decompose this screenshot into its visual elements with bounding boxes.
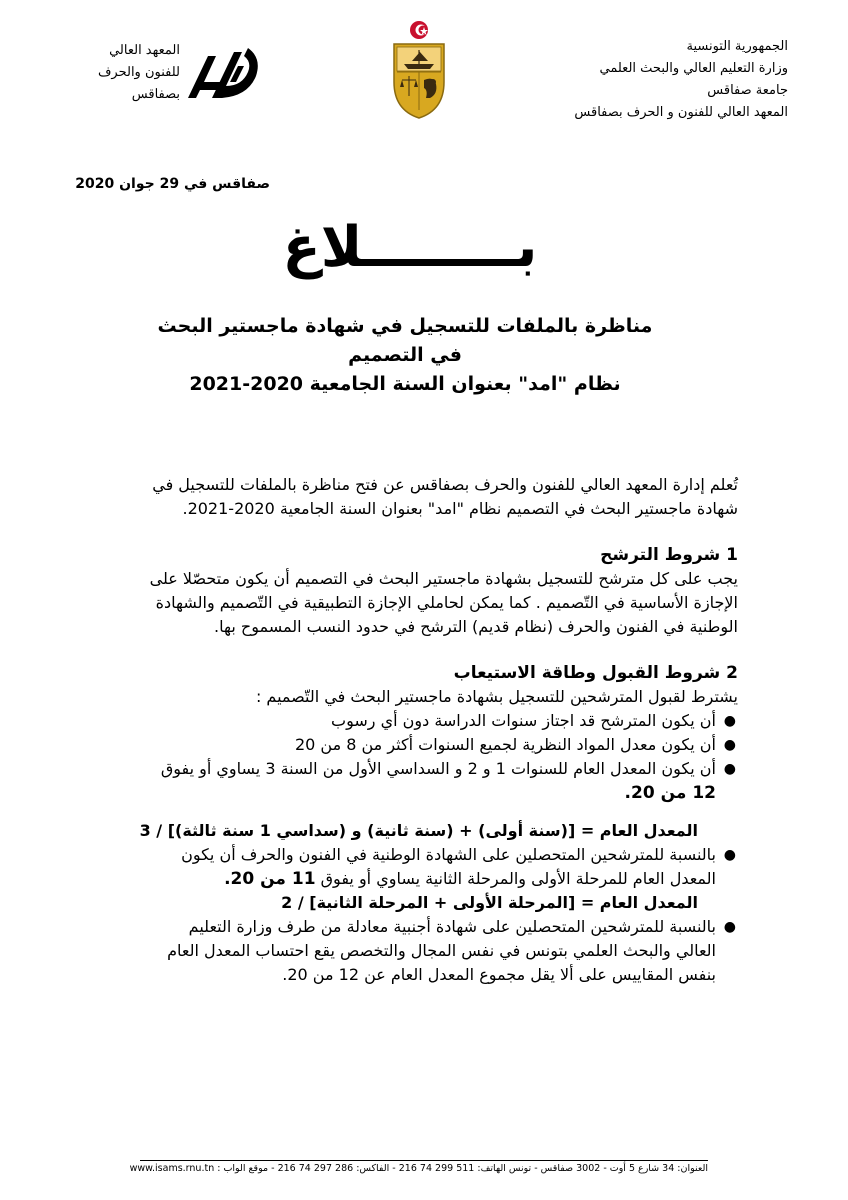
bullet-text: أن يكون المترشح قد اجتاز سنوات الدراسة دون أي رسوب	[331, 711, 716, 730]
logo-line-2: للفنون والحرف	[97, 65, 180, 80]
subtitle-line-1: مناظرة بالملفات للتسجيل في شهادة ماجستير البحث	[157, 315, 653, 337]
header-line-ministry: وزارة التعليم العالي والبحث العلمي	[599, 61, 788, 76]
section-1-line: يجب على كل مترشح للتسجيل بشهادة ماجستير البحث في التصميم أن يكون متحصّلا على	[149, 569, 738, 588]
bullet-icon: ●	[723, 919, 736, 935]
bullet-text-part: المعدل العام للمرحلة الأولى والمرحلة الثانية يساوي أو يفوق	[315, 869, 716, 888]
bullet-text: بالنسبة للمترشحين المتحصلين على الشهادة الوطنية في الفنون والحرف أن يكون	[181, 845, 716, 864]
section-2-intro: يشترط لقبول المترشحين للتسجيل بشهادة ماجستير البحث في التّصميم :	[255, 687, 738, 706]
list-item	[118, 733, 738, 757]
bullet-icon: ●	[723, 847, 736, 863]
section-2-title: 2 شروط القبول وطاقة الاستيعاب	[453, 663, 738, 683]
section-1-line: الوطنية في الفنون والحرف (نظام قديم) الترشح في حدود النسب المسموح بها.	[214, 617, 738, 636]
institute-logo	[40, 36, 270, 104]
bullet-icon: ●	[723, 713, 736, 729]
header-line-institute: المعهد العالي للفنون و الحرف بصفاقس	[574, 105, 788, 120]
bullet-text: العالي والبحث العلمي بتونس في نفس المجال والتخصص يقع احتساب المعدل العام	[167, 941, 716, 960]
subtitle-line-2: في التصميم	[348, 344, 462, 366]
bullet-icon: ●	[723, 761, 736, 777]
bullet-text: بالنسبة للمترشحين المتحصلين على شهادة أجنبية معادلة من طرف وزارة التعليم	[188, 917, 716, 936]
header-line-republic: الجمهورية التونسية	[686, 39, 788, 54]
document-date: صفاقس في 29 جوان 2020	[75, 176, 270, 192]
list-item	[118, 843, 738, 891]
list-item	[118, 709, 738, 733]
intro-paragraph	[118, 473, 738, 521]
institute-mark-icon	[186, 42, 260, 104]
bullet-icon: ●	[723, 737, 736, 753]
logo-line-1: المعهد العالي	[109, 43, 180, 58]
section-1-title: 1 شروط الترشح	[600, 545, 738, 565]
bullet-text: بنفس المقاييس على ألا يقل مجموع المعدل العام عن 12 من 20.	[282, 965, 716, 984]
bullet-text: أن يكون معدل المواد النظرية لجميع السنوات أكثر من 8 من 20	[294, 735, 716, 754]
bullet-text: أن يكون المعدل العام للسنوات 1 و 2 و السداسي الأول من السنة 3 يساوي أو يفوق	[160, 759, 716, 778]
footer-divider	[140, 1160, 708, 1161]
average-formula-2: المعدل العام = [المرحلة الأولى + المرحلة الثانية] / 2	[281, 893, 698, 912]
logo-line-3: بصفاقس	[131, 87, 180, 102]
section-1-paragraph	[118, 567, 738, 639]
bullet-text-bold: 11 من 20.	[224, 869, 316, 889]
list-item	[118, 757, 738, 805]
institute-logo-text	[40, 40, 180, 106]
ministry-header	[508, 36, 788, 124]
header-line-university: جامعة صفاقس	[707, 83, 788, 98]
bullet-text	[118, 867, 716, 891]
announcement-subtitle	[150, 312, 660, 399]
intro-line: شهادة ماجستير البحث في التصميم نظام "امد" بعنوان السنة الجامعية 2020-2021.	[182, 499, 738, 518]
tunisia-emblem-icon	[388, 20, 450, 120]
section-1-line: الإجازة الأساسية في التّصميم . كما يمكن لحاملي الإجازة التطبيقية في التّصميم والشهادة	[155, 593, 738, 612]
document-body	[118, 473, 738, 987]
bullet-text-bold: 12 من 20.	[624, 783, 716, 803]
list-item	[118, 915, 738, 987]
footer-contact: العنوان: 34 شارع 5 أوت - 3002 صفاقس - تونس الهاتف: 511 299 74 216 - الفاكس: 286 297 74 216 - موقع الواب : www.isams.rnu.tn	[129, 1163, 708, 1174]
subtitle-line-3: نظام "امد" بعنوان السنة الجامعية 2020-2021	[189, 373, 621, 395]
average-formula-1: المعدل العام = [(سنة أولى) + (سنة ثانية) و (سداسي 1 سنة ثالثة)] / 3	[139, 821, 698, 840]
intro-line: تُعلم إدارة المعهد العالي للفنون والحرف بصفاقس عن فتح مناظرة بالملفات للتسجيل في	[152, 475, 738, 494]
announcement-title: بــــــــلاغ	[282, 215, 538, 280]
